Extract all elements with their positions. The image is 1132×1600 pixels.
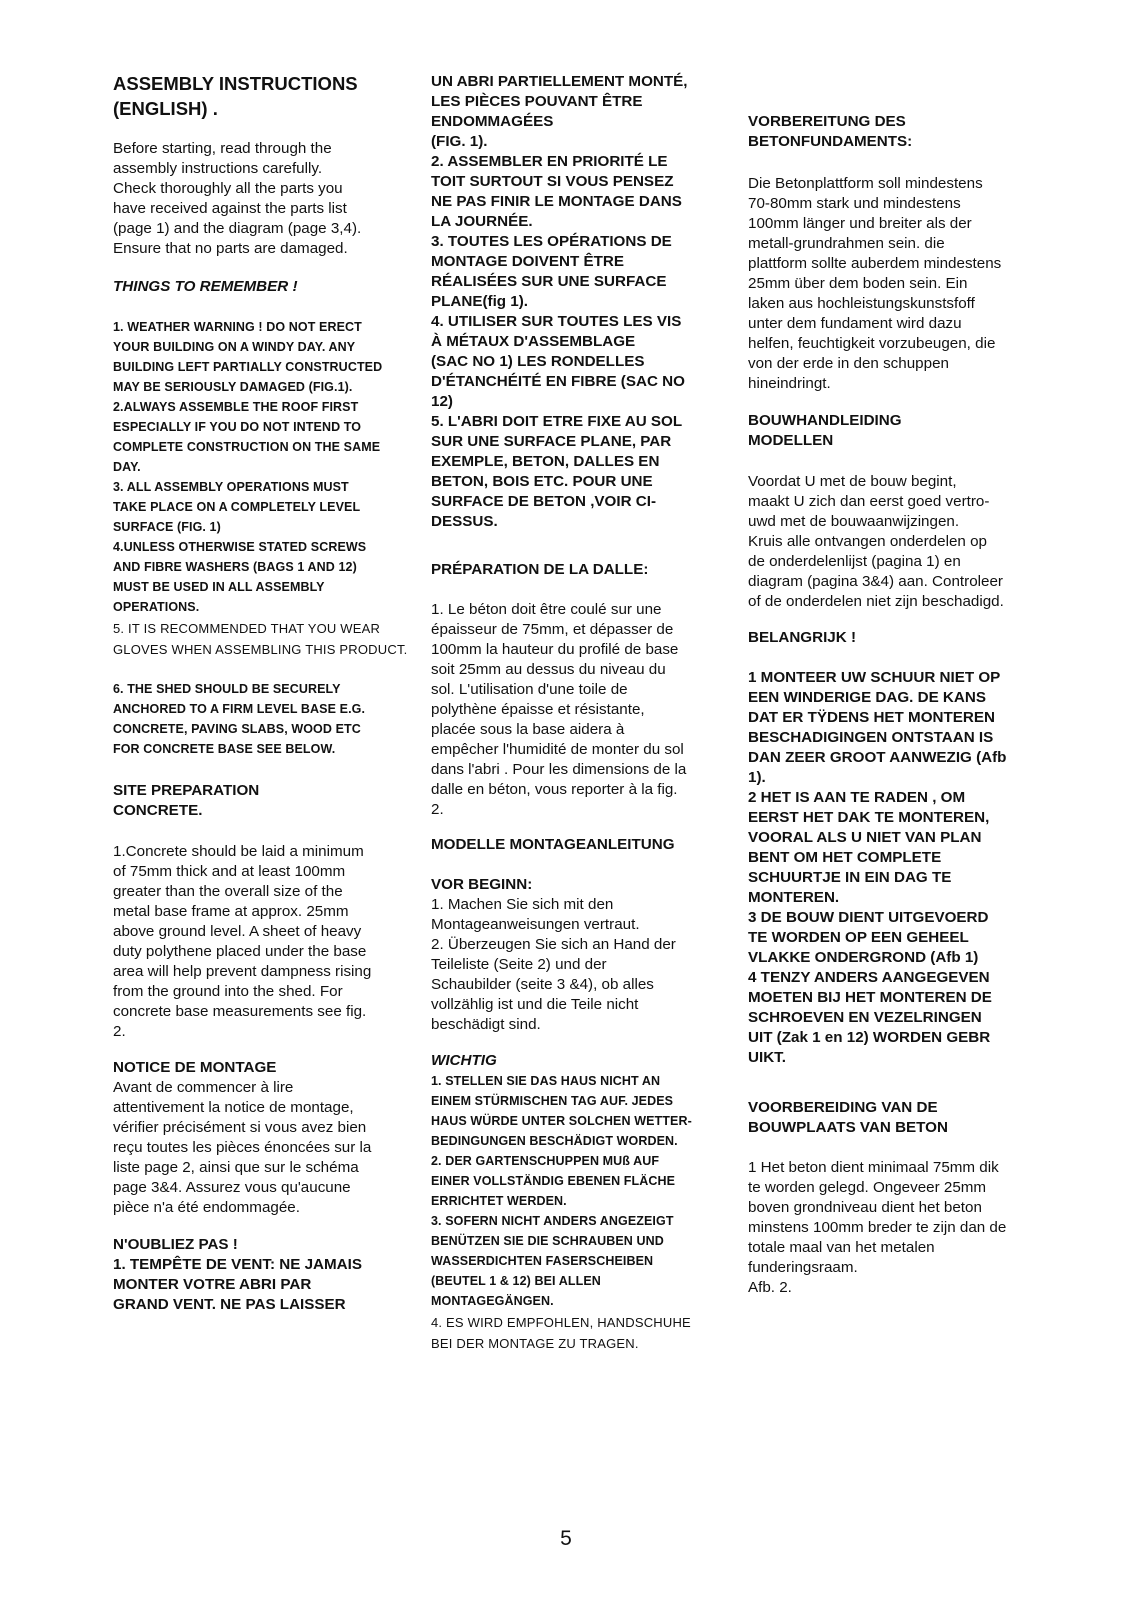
text-line: de onderdelenlijst (pagina 1) en <box>748 553 961 570</box>
text-line: CONCRETE, PAVING SLABS, WOOD ETC <box>113 722 361 736</box>
text-line: funderingsraam. <box>748 1259 858 1276</box>
french-dalle-text <box>431 600 726 820</box>
text-line: ANCHORED TO A FIRM LEVEL BASE E.G. <box>113 702 366 716</box>
text-line: liste page 2, ainsi que sur le schéma <box>113 1159 359 1176</box>
text-line: SITE PREPARATION <box>113 782 260 799</box>
text-line: GRAND VENT. NE PAS LAISSER <box>113 1296 346 1313</box>
text-line: BEI DER MONTAGE ZU TRAGEN. <box>431 1336 639 1351</box>
text-line: 12) <box>431 393 453 410</box>
text-line: 25mm über dem boden sein. Ein <box>748 275 968 292</box>
text-line: TOIT SURTOUT SI VOUS PENSEZ <box>431 173 674 190</box>
text-line: MONTAGE DOIVENT ÊTRE <box>431 253 624 270</box>
text-line: 6. THE SHED SHOULD BE SECURELY <box>113 682 341 696</box>
text-line: CONCRETE. <box>113 802 203 819</box>
text-line: 2. <box>113 1023 126 1040</box>
text-line: 100mm la hauteur du profilé de base <box>431 641 679 658</box>
text-line: reçu toutes les pièces énoncées sur la <box>113 1139 372 1156</box>
text-line: 5. IT IS RECOMMENDED THAT YOU WEAR <box>113 621 381 636</box>
text-line: MOETEN BIJ HET MONTEREN DE <box>748 989 992 1006</box>
text-line: AND FIBRE WASHERS (BAGS 1 AND 12) <box>113 560 357 574</box>
text-line: BEDINGUNGEN BESCHÄDIGT WORDEN. <box>431 1134 678 1148</box>
text-line: duty polythene placed under the base <box>113 943 367 960</box>
text-line: of 75mm thick and at least 100mm <box>113 863 346 880</box>
text-line: DESSUS. <box>431 513 498 530</box>
text-line: vollzählig ist und die Teile nicht <box>431 996 639 1013</box>
french-intro <box>113 1078 413 1218</box>
text-line: VOORAL ALS U NIET VAN PLAN <box>748 829 982 846</box>
text-line: 1. WEATHER WARNING ! DO NOT ERECT <box>113 320 362 334</box>
text-line: PLANE(fig 1). <box>431 293 529 310</box>
text-line: Avant de commencer à lire <box>113 1079 294 1096</box>
text-line: UN ABRI PARTIELLEMENT MONTÉ, <box>431 73 688 90</box>
text-line: COMPLETE CONSTRUCTION ON THE SAME <box>113 440 381 454</box>
text-line: polythène épaisse et résistante, <box>431 701 645 718</box>
site-preparation-heading <box>113 781 413 821</box>
text-line: (page 1) and the diagram (page 3,4). <box>113 220 362 237</box>
dutch-important-heading: BELANGRIJK ! <box>748 629 857 646</box>
text-line: Teileliste (Seite 2) und der <box>431 956 607 973</box>
text-line: ASSEMBLY INSTRUCTIONS <box>113 73 358 94</box>
text-line: BETON, BOIS ETC. POUR UNE <box>431 473 653 490</box>
text-line: 70-80mm stark und mindestens <box>748 195 961 212</box>
text-line: TAKE PLACE ON A COMPLETELY LEVEL <box>113 500 361 514</box>
text-line: (FIG. 1). <box>431 133 488 150</box>
text-line: 4. UTILISER SUR TOUTES LES VIS <box>431 313 682 330</box>
text-line: laken aus hochleistungskunstsfoff <box>748 295 975 312</box>
text-line: TE WORDEN OP EEN GEHEEL <box>748 929 969 946</box>
french-remember-heading: N'OUBLIEZ PAS ! <box>113 1236 238 1253</box>
dutch-site-text <box>748 1158 1048 1298</box>
text-line: UIKT. <box>748 1049 786 1066</box>
text-line: OPERATIONS. <box>113 600 200 614</box>
english-title <box>113 71 413 121</box>
dutch-site-heading <box>748 1098 1048 1138</box>
text-line: Montageanweisungen vertraut. <box>431 916 640 933</box>
text-line: 2. DER GARTENSCHUPPEN MUß AUF <box>431 1154 660 1168</box>
text-line: RÉALISÉES SUR UNE SURFACE <box>431 273 667 290</box>
text-line: 4 TENZY ANDERS AANGEGEVEN <box>748 969 990 986</box>
text-line: BETONFUNDAMENTS: <box>748 133 913 150</box>
german-before-heading: VOR BEGINN: <box>431 876 533 893</box>
german-important-heading: WICHTIG <box>431 1052 497 1069</box>
text-line: metal base frame at approx. 25mm <box>113 903 349 920</box>
text-line: (BEUTEL 1 & 12) BEI ALLEN <box>431 1274 601 1288</box>
text-line: SCHUURTJE IN EIN DAG TE <box>748 869 952 886</box>
text-line: 3. ALL ASSEMBLY OPERATIONS MUST <box>113 480 349 494</box>
text-line: ESPECIALLY IF YOU DO NOT INTEND TO <box>113 420 362 434</box>
text-line: of de onderdelen niet zijn beschadigd. <box>748 593 1004 610</box>
text-line: uwd met de bouwaanwijzingen. <box>748 513 960 530</box>
english-remember-heading: THINGS TO REMEMBER ! <box>113 278 298 295</box>
text-line: above ground level. A sheet of heavy <box>113 923 362 940</box>
text-line: MODELLEN <box>748 432 834 449</box>
text-line: unter dem fundament wird dazu <box>748 315 962 332</box>
english-gloves-note <box>113 618 413 660</box>
text-line: 1. TEMPÊTE DE VENT: NE JAMAIS <box>113 1256 362 1273</box>
text-line: empêcher l'humidité de monter du sol <box>431 741 684 758</box>
german-before-text <box>431 895 726 1035</box>
text-line: Before starting, read through the <box>113 140 332 157</box>
text-line: 3. SOFERN NICHT ANDERS ANGEZEIGT <box>431 1214 674 1228</box>
text-line: BESCHADIGINGEN ONTSTAAN IS <box>748 729 994 746</box>
text-line: EEN WINDERIGE DAG. DE KANS <box>748 689 986 706</box>
text-line: ERRICHTET WERDEN. <box>431 1194 567 1208</box>
text-line: À MÉTAUX D'ASSEMBLAGE <box>431 333 636 350</box>
text-line: VORBEREITUNG DES <box>748 113 906 130</box>
german-foundation-heading <box>748 112 1048 152</box>
text-line: helfen, feuchtigkeit vorzubeugen, die <box>748 335 996 352</box>
text-line: have received against the parts list <box>113 200 347 217</box>
text-line: 1. Machen Sie sich mit den <box>431 896 614 913</box>
german-foundation-text <box>748 174 1048 394</box>
text-line: épaisseur de 75mm, et dépasser de <box>431 621 674 638</box>
text-line: SCHROEVEN EN VEZELRINGEN <box>748 1009 982 1026</box>
text-line: EXEMPLE, BETON, DALLES EN <box>431 453 660 470</box>
text-line: BENT OM HET COMPLETE <box>748 849 942 866</box>
text-line: EERST HET DAK TE MONTEREN, <box>748 809 990 826</box>
text-line: totale maal van het metalen <box>748 1239 935 1256</box>
text-line: 1. STELLEN SIE DAS HAUS NICHT AN <box>431 1074 661 1088</box>
text-line: SURFACE DE BETON ,VOIR CI- <box>431 493 657 510</box>
text-line: sol. L'utilisation d'une toile de <box>431 681 628 698</box>
text-line: Ensure that no parts are damaged. <box>113 240 348 257</box>
text-line: UIT (Zak 1 en 12) WORDEN GEBR <box>748 1029 991 1046</box>
text-line: DAT ER TŸDENS HET MONTEREN <box>748 709 995 726</box>
text-line: concrete base measurements see fig. <box>113 1003 367 1020</box>
text-line: 2. ASSEMBLER EN PRIORITÉ LE <box>431 153 668 170</box>
text-line: 1.Concrete should be laid a minimum <box>113 843 364 860</box>
text-line: from the ground into the shed. For <box>113 983 343 1000</box>
text-line: greater than the overall size of the <box>113 883 343 900</box>
text-line: MAY BE SERIOUSLY DAMAGED (FIG.1). <box>113 380 353 394</box>
text-line: D'ÉTANCHÉITÉ EN FIBRE (SAC NO <box>431 373 685 390</box>
text-line: plattform sollte auberdem mindestens <box>748 255 1002 272</box>
text-line: (SAC NO 1) LES RONDELLES <box>431 353 645 370</box>
text-line: DAN ZEER GROOT AANWEZIG (Afb <box>748 749 1007 766</box>
text-line: hineindringt. <box>748 375 831 392</box>
text-line: 3. TOUTES LES OPÉRATIONS DE <box>431 233 672 250</box>
text-line: LA JOURNÉE. <box>431 213 533 230</box>
text-line: MUST BE USED IN ALL ASSEMBLY <box>113 580 325 594</box>
text-line: minstens 100mm breder te zijn dan de <box>748 1219 1007 1236</box>
text-line: dalle en béton, vous reporter à la fig. <box>431 781 678 798</box>
text-line: Afb. 2. <box>748 1279 792 1296</box>
text-line: SURFACE (FIG. 1) <box>113 520 221 534</box>
text-line: MONTER VOTRE ABRI PAR <box>113 1276 312 1293</box>
page-number: 5 <box>560 1527 572 1550</box>
text-line: 2.ALWAYS ASSEMBLE THE ROOF FIRST <box>113 400 359 414</box>
site-preparation-text <box>113 842 413 1042</box>
english-remember-list <box>113 317 413 617</box>
text-line: EINER VOLLSTÄNDIG EBENEN FLÄCHE <box>431 1174 676 1188</box>
french-dalle-heading: PRÉPARATION DE LA DALLE: <box>431 561 649 578</box>
text-line: SUR UNE SURFACE PLANE, PAR <box>431 433 672 450</box>
text-line: VOORBEREIDING VAN DE <box>748 1099 938 1116</box>
text-line: NE PAS FINIR LE MONTAGE DANS <box>431 193 682 210</box>
text-line: 100mm länger und breiter als der <box>748 215 972 232</box>
text-line: 2 HET IS AAN TE RADEN , OM <box>748 789 966 806</box>
french-remember-list-cont <box>431 72 726 532</box>
german-important-list <box>431 1071 726 1311</box>
french-heading: NOTICE DE MONTAGE <box>113 1059 277 1076</box>
text-line: boven grondniveau dient het beton <box>748 1199 982 1216</box>
text-line: 5. L'ABRI DOIT ETRE FIXE AU SOL <box>431 413 683 430</box>
text-line: DAY. <box>113 460 141 474</box>
text-line: 2. <box>431 801 444 818</box>
text-line: YOUR BUILDING ON A WINDY DAY. ANY <box>113 340 356 354</box>
text-line: dans l'abri . Pour les dimensions de la <box>431 761 687 778</box>
text-line: 1 MONTEER UW SCHUUR NIET OP <box>748 669 1001 686</box>
text-line: Voordat U met de bouw begint, <box>748 473 957 490</box>
text-line: WASSERDICHTEN FASERSCHEIBEN <box>431 1254 654 1268</box>
dutch-important-list <box>748 668 1048 1068</box>
dutch-heading <box>748 411 1048 451</box>
text-line: 1. Le béton doit être coulé sur une <box>431 601 662 618</box>
text-line: 1). <box>748 769 766 786</box>
text-line: 3 DE BOUW DIENT UITGEVOERD <box>748 909 989 926</box>
text-line: HAUS WÜRDE UNTER SOLCHEN WETTER- <box>431 1114 692 1128</box>
text-line: attentivement la notice de montage, <box>113 1099 354 1116</box>
dutch-intro <box>748 472 1048 612</box>
text-line: EINEM STÜRMISCHEN TAG AUF. JEDES <box>431 1094 674 1108</box>
text-line: placée sous la base aidera à <box>431 721 625 738</box>
german-heading: MODELLE MONTAGEANLEITUNG <box>431 836 675 853</box>
text-line: te worden gelegd. Ongeveer 25mm <box>748 1179 987 1196</box>
text-line: LES PIÈCES POUVANT ÊTRE <box>431 93 643 110</box>
english-anchor-note <box>113 679 413 759</box>
text-line: ENDOMMAGÉES <box>431 113 554 130</box>
text-line: GLOVES WHEN ASSEMBLING THIS PRODUCT. <box>113 642 408 657</box>
text-line: von der erde in den schuppen <box>748 355 949 372</box>
text-line: beschädigt sind. <box>431 1016 541 1033</box>
text-line: BOUWPLAATS VAN BETON <box>748 1119 948 1136</box>
text-line: VLAKKE ONDERGROND (Afb 1) <box>748 949 979 966</box>
text-line: FOR CONCRETE BASE SEE BELOW. <box>113 742 336 756</box>
text-line: 1 Het beton dient minimaal 75mm dik <box>748 1159 999 1176</box>
text-line: (ENGLISH) . <box>113 98 218 119</box>
text-line: MONTEREN. <box>748 889 840 906</box>
text-line: BOUWHANDLEIDING <box>748 412 902 429</box>
text-line: metall-grundrahmen sein. die <box>748 235 945 252</box>
text-line: area will help prevent dampness rising <box>113 963 372 980</box>
text-line: pièce n'a été endommagée. <box>113 1199 300 1216</box>
text-line: page 3&4. Assurez vous qu'aucune <box>113 1179 351 1196</box>
english-intro <box>113 139 413 259</box>
text-line: 2. Überzeugen Sie sich an Hand der <box>431 936 676 953</box>
french-remember-list-start <box>113 1255 413 1315</box>
german-gloves-note <box>431 1312 726 1354</box>
text-line: maakt U zich dan eerst goed vertro- <box>748 493 990 510</box>
text-line: diagram (pagina 3&4) aan. Controleer <box>748 573 1003 590</box>
text-line: soit 25mm au dessus du niveau du <box>431 661 666 678</box>
text-line: MONTAGEGÄNGEN. <box>431 1294 554 1308</box>
text-line: BENÜTZEN SIE DIE SCHRAUBEN UND <box>431 1234 664 1248</box>
text-line: 4.UNLESS OTHERWISE STATED SCREWS <box>113 540 367 554</box>
text-line: vérifier précisément si vous avez bien <box>113 1119 367 1136</box>
text-line: Schaubilder (seite 3 &4), ob alles <box>431 976 654 993</box>
text-line: Check thoroughly all the parts you <box>113 180 343 197</box>
text-line: assembly instructions carefully. <box>113 160 323 177</box>
text-line: BUILDING LEFT PARTIALLY CONSTRUCTED <box>113 360 383 374</box>
text-line: 4. ES WIRD EMPFOHLEN, HANDSCHUHE <box>431 1315 691 1330</box>
text-line: Die Betonplattform soll mindestens <box>748 175 983 192</box>
text-line: Kruis alle ontvangen onderdelen op <box>748 533 987 550</box>
